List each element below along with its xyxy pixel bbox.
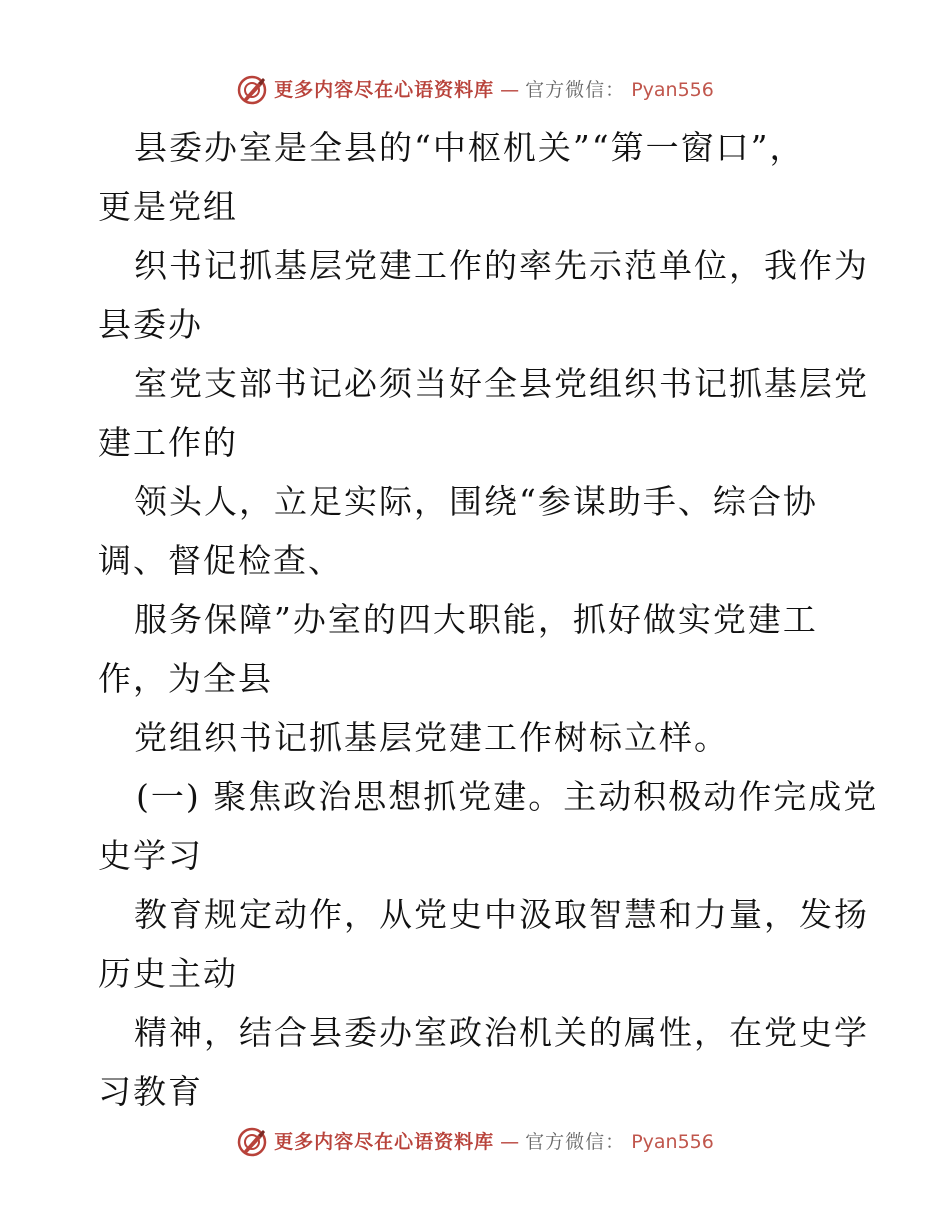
text-line: 领头人，立足实际，围绕“参谋助手、综合协 (134, 482, 818, 521)
text-line: 建工作的 (98, 423, 238, 462)
text-line: 党组织书记抓基层党建工作树标立样。 (134, 718, 729, 757)
text-line: 习教育 (98, 1072, 203, 1111)
text-line: 调、督促检查、 (98, 541, 343, 580)
footer-watermark (0, 1126, 950, 1158)
watermark-separator: — (500, 79, 520, 101)
text-line: 精神，结合县委办室政治机关的属性，在党史学 (134, 1013, 869, 1052)
text-line: 教育规定动作，从党史中汲取智慧和力量，发扬 (134, 895, 869, 934)
watermark-id: Pyan556 (631, 1131, 714, 1153)
pen-logo-icon (236, 74, 268, 106)
text-line: 织书记抓基层党建工作的率先示范单位，我作为 (134, 246, 869, 285)
text-line: 历史主动 (98, 954, 238, 993)
watermark-label: 官方微信： (525, 79, 626, 101)
watermark-text: 更多内容尽在心语资料库 (274, 1131, 495, 1153)
text-line: 作，为全县 (98, 659, 273, 698)
text-line: 史学习 (98, 836, 203, 875)
pen-logo-icon (236, 1126, 268, 1158)
text-line: 县委办室是全县的“中枢机关”“第一窗口”， (134, 128, 805, 167)
section-heading-line: (一) 聚焦政治思想抓党建。主动积极动作完成党 (136, 777, 879, 816)
text-line: 更是党组 (98, 187, 238, 226)
header-watermark (0, 74, 950, 106)
watermark-label: 官方微信： (525, 1131, 626, 1153)
watermark-id: Pyan556 (631, 79, 714, 101)
text-line: 县委办 (98, 305, 203, 344)
text-line: 服务保障”办室的四大职能，抓好做实党建工 (134, 600, 818, 639)
text-line: 室党支部书记必须当好全县党组织书记抓基层党 (134, 364, 869, 403)
watermark-text: 更多内容尽在心语资料库 (274, 79, 495, 101)
watermark-separator: — (500, 1131, 520, 1153)
document-body (98, 118, 879, 1121)
